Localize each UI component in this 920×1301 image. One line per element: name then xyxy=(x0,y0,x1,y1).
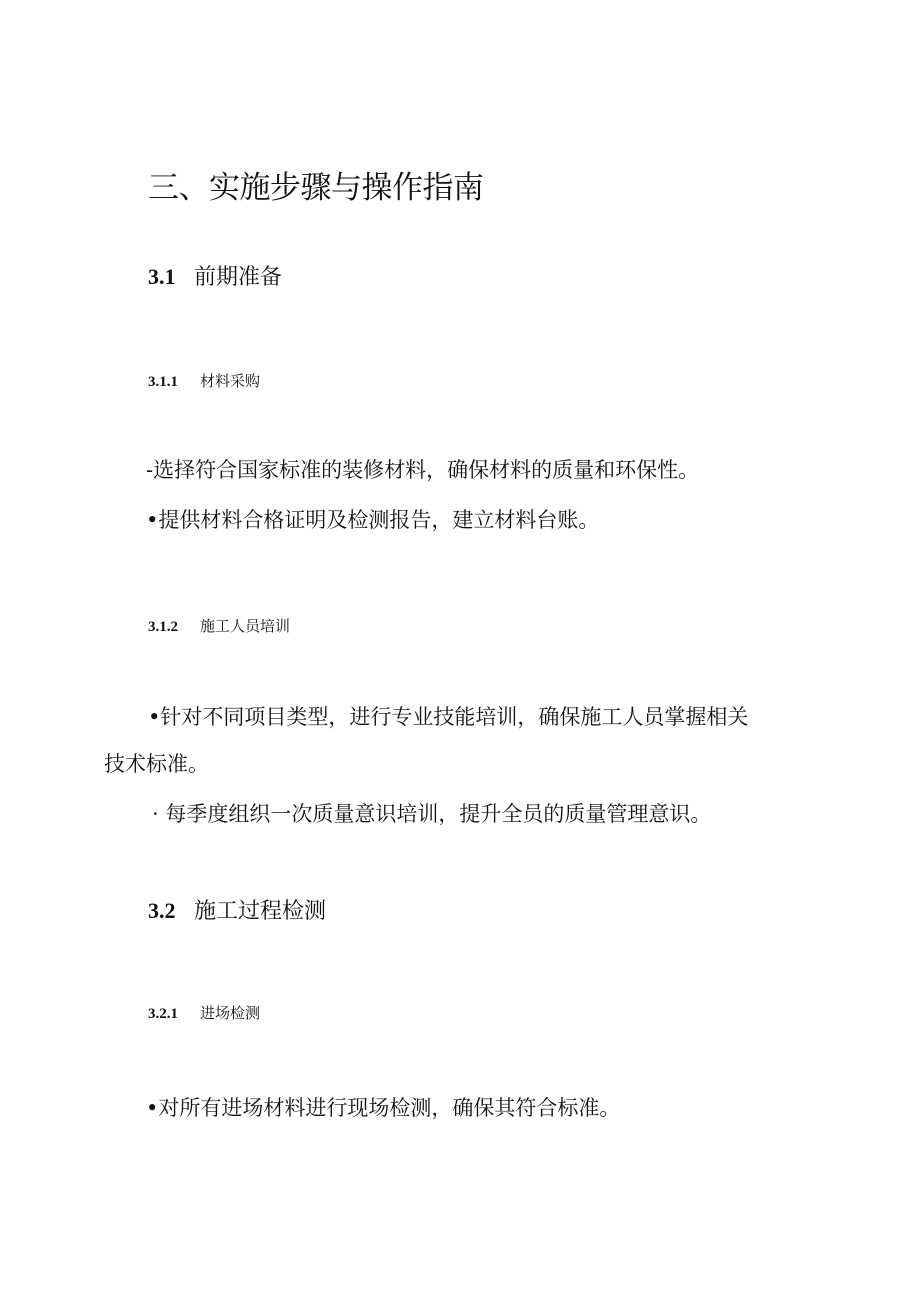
heading-number: 3.2.1 xyxy=(148,1006,178,1022)
heading-3-2-1 xyxy=(148,1002,260,1025)
paragraph-line: •针对不同项目类型，进行专业技能培训，确保施工人员掌握相关 xyxy=(148,705,749,729)
heading-label: 施工人员培训 xyxy=(200,617,291,635)
paragraph-line: · 每季度组织一次质量意识培训，提升全员的质量管理意识。 xyxy=(152,802,712,826)
section-title: 三、实施步骤与操作指南 xyxy=(148,170,484,206)
heading-3-1-2 xyxy=(148,615,290,638)
heading-number: 3.1.1 xyxy=(148,374,178,390)
heading-number: 3.1 xyxy=(148,264,176,289)
heading-label: 施工过程检测 xyxy=(194,899,327,924)
heading-number: 3.2 xyxy=(148,898,176,923)
heading-3-1 xyxy=(148,262,282,293)
heading-number: 3.1.2 xyxy=(148,619,178,635)
paragraph-line-wrap: 技术标准。 xyxy=(104,752,209,776)
heading-label: 前期准备 xyxy=(194,265,283,290)
paragraph-line: •提供材料合格证明及检测报告，建立材料台账。 xyxy=(146,508,600,532)
heading-3-1-1 xyxy=(148,370,260,393)
paragraph-line: •对所有进场材料进行现场检测，确保其符合标准。 xyxy=(146,1096,621,1120)
paragraph-line: -选择符合国家标准的装修材料，确保材料的质量和环保性。 xyxy=(146,458,700,482)
heading-3-2 xyxy=(148,896,326,927)
heading-label: 进场检测 xyxy=(200,1004,261,1022)
heading-label: 材料采购 xyxy=(200,372,261,390)
